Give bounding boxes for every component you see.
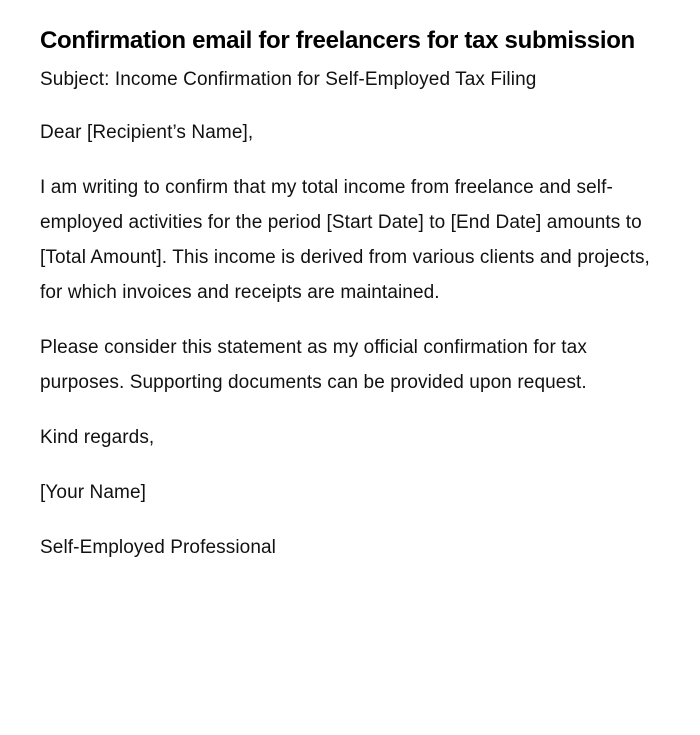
email-subject: Subject: Income Confirmation for Self-Employed Tax Filing <box>40 69 537 90</box>
body-paragraph-income: I am writing to confirm that my total income from freelance and self-employed activities for the period [Start Date] to [End Date] amounts to [Total Amount]. This income is derived from various clients and projects, for which invoices and receipts are maintained. <box>40 177 650 303</box>
body-paragraph-confirmation: Please consider this statement as my official confirmation for tax purposes. Supporting documents can be provided upon request. <box>40 337 587 393</box>
email-greeting: Dear [Recipient’s Name], <box>40 122 254 143</box>
signature-title: Self-Employed Professional <box>40 537 276 558</box>
document-title: Confirmation email for freelancers for tax submission <box>40 27 635 54</box>
signature-name: [Your Name] <box>40 482 147 503</box>
email-closing: Kind regards, <box>40 427 155 448</box>
